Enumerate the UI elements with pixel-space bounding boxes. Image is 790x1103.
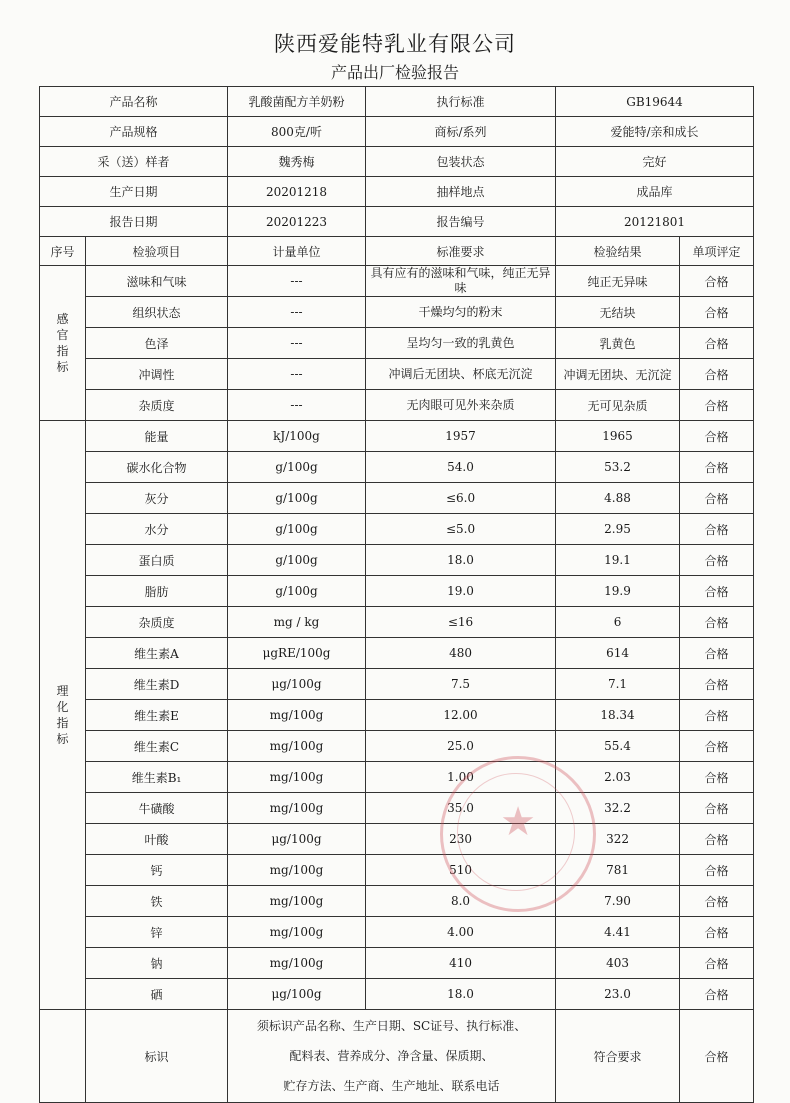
table-row	[40, 297, 754, 328]
item-name: 铁	[86, 886, 228, 917]
result-cell: 614	[556, 638, 680, 669]
item-name: 锌	[86, 917, 228, 948]
item-name: 标识	[86, 1010, 228, 1103]
inspection-report-table	[39, 86, 754, 1103]
verdict-cell: 合格	[680, 669, 754, 700]
item-name: 脂肪	[86, 576, 228, 607]
info-label: 执行标准	[366, 87, 556, 117]
standard-cell: 18.0	[366, 979, 556, 1010]
info-label: 抽样地点	[366, 177, 556, 207]
result-cell: 32.2	[556, 793, 680, 824]
unit-cell: g/100g	[228, 545, 366, 576]
table-row	[40, 607, 754, 638]
unit-cell: mg/100g	[228, 700, 366, 731]
category-char: 化	[56, 700, 69, 714]
column-header: 序号	[40, 237, 86, 266]
item-name: 牛磺酸	[86, 793, 228, 824]
table-row	[40, 793, 754, 824]
result-cell: 1965	[556, 421, 680, 452]
table-row	[40, 390, 754, 421]
table-row	[40, 669, 754, 700]
unit-cell: g/100g	[228, 514, 366, 545]
table-row	[40, 576, 754, 607]
item-name: 冲调性	[86, 359, 228, 390]
unit-cell: ---	[228, 359, 366, 390]
requirement-line: 贮存方法、生产商、生产地址、联系电话	[283, 1079, 500, 1093]
standard-cell: 410	[366, 948, 556, 979]
category-label	[40, 266, 86, 421]
unit-cell: kJ/100g	[228, 421, 366, 452]
table-row	[40, 514, 754, 545]
verdict-cell: 合格	[680, 297, 754, 328]
unit-cell: μg/100g	[228, 824, 366, 855]
table-row	[40, 917, 754, 948]
column-header: 计量单位	[228, 237, 366, 266]
item-name: 色泽	[86, 328, 228, 359]
table-row	[40, 638, 754, 669]
item-name: 杂质度	[86, 607, 228, 638]
result-cell: 322	[556, 824, 680, 855]
info-row	[40, 87, 754, 117]
column-header: 检验结果	[556, 237, 680, 266]
category-char: 标	[56, 732, 69, 746]
standard-cell: ≤6.0	[366, 483, 556, 514]
unit-cell: mg / kg	[228, 607, 366, 638]
result-cell: 符合要求	[556, 1010, 680, 1103]
result-cell: 无可见杂质	[556, 390, 680, 421]
standard-cell: 7.5	[366, 669, 556, 700]
result-cell: 2.03	[556, 762, 680, 793]
unit-cell: mg/100g	[228, 793, 366, 824]
result-cell: 无结块	[556, 297, 680, 328]
standard-cell: ≤16	[366, 607, 556, 638]
item-name: 杂质度	[86, 390, 228, 421]
info-value: 魏秀梅	[228, 147, 366, 177]
standard-cell: 干燥均匀的粉末	[366, 297, 556, 328]
verdict-cell: 合格	[680, 266, 754, 297]
item-name: 钙	[86, 855, 228, 886]
unit-cell: μg/100g	[228, 669, 366, 700]
table-row	[40, 359, 754, 390]
verdict-cell: 合格	[680, 390, 754, 421]
result-cell: 18.34	[556, 700, 680, 731]
unit-cell: ---	[228, 328, 366, 359]
standard-cell: 54.0	[366, 452, 556, 483]
category-char: 指	[56, 716, 69, 730]
item-name: 碳水化合物	[86, 452, 228, 483]
verdict-cell: 合格	[680, 700, 754, 731]
category-label	[40, 1010, 86, 1103]
item-name: 叶酸	[86, 824, 228, 855]
result-cell: 19.9	[556, 576, 680, 607]
unit-cell: g/100g	[228, 483, 366, 514]
unit-cell: ---	[228, 266, 366, 297]
result-cell: 7.90	[556, 886, 680, 917]
unit-cell: mg/100g	[228, 886, 366, 917]
result-cell: 7.1	[556, 669, 680, 700]
category-char: 感	[56, 312, 69, 326]
table-row	[40, 328, 754, 359]
info-value: 20201223	[228, 207, 366, 237]
standard-cell: 18.0	[366, 545, 556, 576]
unit-cell: mg/100g	[228, 762, 366, 793]
labeling-row	[40, 1010, 754, 1103]
info-value: 乳酸菌配方羊奶粉	[228, 87, 366, 117]
verdict-cell: 合格	[680, 421, 754, 452]
info-label: 生产日期	[40, 177, 228, 207]
unit-cell: ---	[228, 390, 366, 421]
unit-cell: g/100g	[228, 452, 366, 483]
verdict-cell: 合格	[680, 483, 754, 514]
result-cell: 冲调无团块、无沉淀	[556, 359, 680, 390]
result-cell: 纯正无异味	[556, 266, 680, 297]
star-icon: ★	[500, 799, 536, 845]
table-row	[40, 824, 754, 855]
info-label: 产品规格	[40, 117, 228, 147]
info-label: 包装状态	[366, 147, 556, 177]
item-name: 水分	[86, 514, 228, 545]
unit-cell: mg/100g	[228, 731, 366, 762]
info-label: 产品名称	[40, 87, 228, 117]
item-name: 硒	[86, 979, 228, 1010]
info-label: 报告编号	[366, 207, 556, 237]
verdict-cell: 合格	[680, 824, 754, 855]
unit-cell: mg/100g	[228, 948, 366, 979]
verdict-cell: 合格	[680, 359, 754, 390]
info-value: 20201218	[228, 177, 366, 207]
unit-cell: mg/100g	[228, 917, 366, 948]
labeling-requirement	[228, 1010, 556, 1103]
info-value: 完好	[556, 147, 754, 177]
info-value: 爱能特/亲和成长	[556, 117, 754, 147]
result-cell: 6	[556, 607, 680, 638]
column-header: 检验项目	[86, 237, 228, 266]
table-row	[40, 886, 754, 917]
standard-cell: 19.0	[366, 576, 556, 607]
unit-cell: μgRE/100g	[228, 638, 366, 669]
table-row	[40, 545, 754, 576]
item-name: 蛋白质	[86, 545, 228, 576]
requirement-line: 须标识产品名称、生产日期、SC证号、执行标准、	[256, 1019, 527, 1033]
item-name: 灰分	[86, 483, 228, 514]
standard-cell: 480	[366, 638, 556, 669]
company-name: 陕西爱能特乳业有限公司	[274, 32, 516, 56]
result-cell: 4.88	[556, 483, 680, 514]
standard-cell: 呈均匀一致的乳黄色	[366, 328, 556, 359]
standard-cell: 具有应有的滋味和气味，纯正无异味	[366, 266, 556, 297]
standard-cell: ≤5.0	[366, 514, 556, 545]
standard-cell: 1.00	[366, 762, 556, 793]
verdict-cell: 合格	[680, 793, 754, 824]
category-char: 标	[56, 360, 69, 374]
standard-cell: 25.0	[366, 731, 556, 762]
info-value: 成品库	[556, 177, 754, 207]
table-row	[40, 979, 754, 1010]
item-name: 维生素A	[86, 638, 228, 669]
verdict-cell: 合格	[680, 979, 754, 1010]
standard-cell: 冲调后无团块、杯底无沉淀	[366, 359, 556, 390]
standard-cell: 510	[366, 855, 556, 886]
verdict-cell: 合格	[680, 1010, 754, 1103]
table-row	[40, 762, 754, 793]
info-label: 采（送）样者	[40, 147, 228, 177]
info-value: GB19644	[556, 87, 754, 117]
info-value: 20121801	[556, 207, 754, 237]
standard-cell: 12.00	[366, 700, 556, 731]
verdict-cell: 合格	[680, 452, 754, 483]
unit-cell: ---	[228, 297, 366, 328]
table-row	[40, 421, 754, 452]
column-header-row	[40, 237, 754, 266]
verdict-cell: 合格	[680, 917, 754, 948]
result-cell: 乳黄色	[556, 328, 680, 359]
item-name: 能量	[86, 421, 228, 452]
standard-cell: 无肉眼可见外来杂质	[366, 390, 556, 421]
result-cell: 23.0	[556, 979, 680, 1010]
table-row	[40, 700, 754, 731]
standard-cell: 230	[366, 824, 556, 855]
result-cell: 19.1	[556, 545, 680, 576]
info-label: 商标/系列	[366, 117, 556, 147]
item-name: 维生素B₁	[86, 762, 228, 793]
standard-cell: 8.0	[366, 886, 556, 917]
verdict-cell: 合格	[680, 886, 754, 917]
info-value: 800克/听	[228, 117, 366, 147]
table-row	[40, 731, 754, 762]
verdict-cell: 合格	[680, 638, 754, 669]
verdict-cell: 合格	[680, 576, 754, 607]
result-cell: 4.41	[556, 917, 680, 948]
table-row	[40, 483, 754, 514]
category-char: 指	[56, 344, 69, 358]
category-char: 理	[56, 684, 69, 698]
unit-cell: mg/100g	[228, 855, 366, 886]
requirement-line: 配料表、营养成分、净含量、保质期、	[289, 1049, 494, 1063]
table-row	[40, 948, 754, 979]
item-name: 滋味和气味	[86, 266, 228, 297]
info-label: 报告日期	[40, 207, 228, 237]
verdict-cell: 合格	[680, 948, 754, 979]
result-cell: 2.95	[556, 514, 680, 545]
info-row	[40, 177, 754, 207]
info-row	[40, 207, 754, 237]
item-name: 维生素C	[86, 731, 228, 762]
info-row	[40, 147, 754, 177]
info-row	[40, 117, 754, 147]
result-cell: 53.2	[556, 452, 680, 483]
standard-cell: 4.00	[366, 917, 556, 948]
result-cell: 55.4	[556, 731, 680, 762]
verdict-cell: 合格	[680, 607, 754, 638]
standard-cell: 35.0	[366, 793, 556, 824]
unit-cell: μg/100g	[228, 979, 366, 1010]
report-title: 产品出厂检验报告	[330, 63, 459, 82]
verdict-cell: 合格	[680, 545, 754, 576]
column-header: 标准要求	[366, 237, 556, 266]
unit-cell: g/100g	[228, 576, 366, 607]
item-name: 钠	[86, 948, 228, 979]
item-name: 维生素D	[86, 669, 228, 700]
verdict-cell: 合格	[680, 855, 754, 886]
standard-cell: 1957	[366, 421, 556, 452]
result-cell: 781	[556, 855, 680, 886]
verdict-cell: 合格	[680, 328, 754, 359]
verdict-cell: 合格	[680, 514, 754, 545]
table-row	[40, 266, 754, 297]
item-name: 维生素E	[86, 700, 228, 731]
verdict-cell: 合格	[680, 731, 754, 762]
category-char: 官	[56, 328, 69, 342]
table-row	[40, 855, 754, 886]
category-label	[40, 421, 86, 1010]
item-name: 组织状态	[86, 297, 228, 328]
column-header: 单项评定	[680, 237, 754, 266]
result-cell: 403	[556, 948, 680, 979]
table-row	[40, 452, 754, 483]
verdict-cell: 合格	[680, 762, 754, 793]
